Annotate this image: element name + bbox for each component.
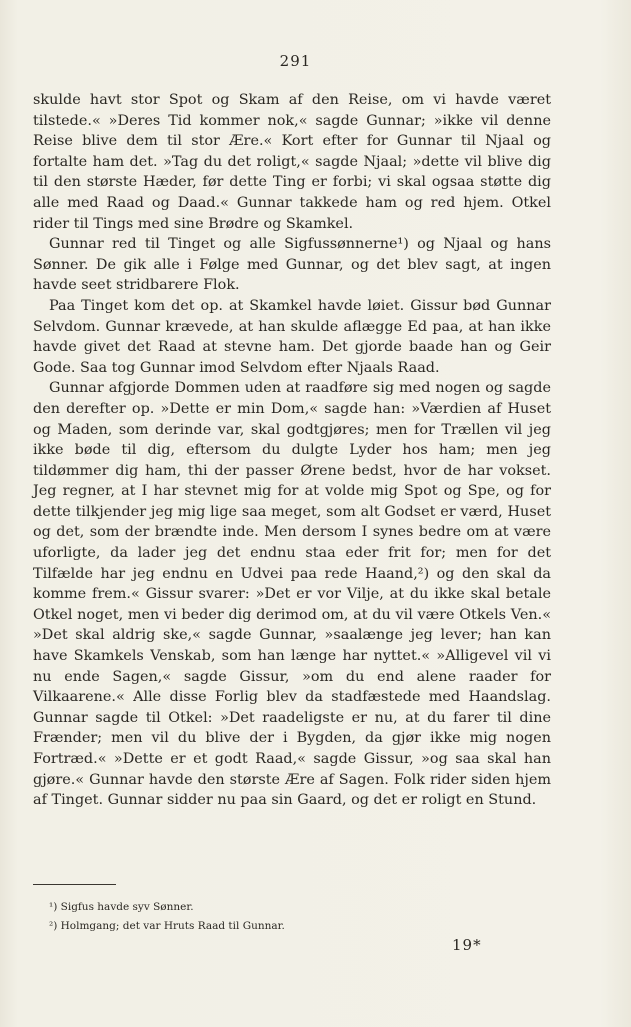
footnote-2: ²) Holmgang; det var Hruts Raad til Gunnar. xyxy=(49,919,285,932)
footnotes xyxy=(33,898,553,935)
page-number: 291 xyxy=(279,52,312,70)
signature-mark: 19* xyxy=(452,936,482,954)
paragraph-3: Paa Tinget kom det op. at Skamkel havde løiet. Gissur bød Gunnar Selvdom. Gunnar krævede, at han skulde aflægge Ed paa, at han ikke havde givet det Raad at stevne ham. Det gjorde baade han og Geir Gode. Saa tog Gunnar imod Selvdom efter Njaals Raad. xyxy=(33,297,551,376)
footnote-divider xyxy=(33,884,116,885)
paragraph-4: Gunnar afgjorde Dommen uden at raadføre sig med nogen og sagde den derefter op. »Dette er min Dom,« sagde han: »Værdien af Huset og Maden, som derinde var, skal godtgjøres; men for Trællen vil jeg ikke bøde til dig, eftersom du dulgte Lyder hos ham; men jeg tildømmer dig ham, thi der passer Ørene bedst, hvor de har vokset. Jeg regner, at I har stevnet mig for at volde mig Spot og Spe, og for dette tilkjender jeg mig lige saa meget, som alt Godset er værd, Huset og det, som der brændte inde. Men dersom I synes bedre om at være uforligte, da lader jeg det endnu staa eder frit for; men for det Tilfælde har jeg endnu en Udvei paa rede Haand,²) og den skal da komme frem.« Gissur svarer: »Det er vor Vilje, at du ikke skal betale Otkel noget, men vi beder dig derimod om, at du vil være Otkels Ven.« »Det skal aldrig ske,« sagde Gunnar, »saalænge jeg lever; han kan have Skamkels Venskab, som han længe har nyttet.« »Alligevel vil vi nu ende Sagen,« sagde Gissur, »om du end alene raader for Vilkaarene.« Alle disse Forlig blev da stadfæstede med Haandslag. Gunnar sagde til Otkel: »Det raadeligste er nu, at du farer til dine Frænder; men vil du blive der i Bygden, da gjør ikke mig nogen Fortræd.« »Dette er et godt Raad,« sagde Gissur, »og saa skal han gjøre.« Gunnar havde den største Ære af Sagen. Folk rider siden hjem af Tinget. Gunnar sidder nu paa sin Gaard, og det er roligt en Stund. xyxy=(33,380,551,809)
paragraph-1: skulde havt stor Spot og Skam af den Reise, om vi havde været tilstede.« »Deres Tid kommer nok,« sagde Gunnar; »ikke vil denne Reise blive dem til stor Ære.« Kort efter for Gunnar til Njaal og fortalte ham det. »Tag du det roligt,« sagde Njaal; »dette vil blive dig til den største Hæder, før dette Ting er forbi; vi skal ogsaa støtte dig alle med Raad og Daad.« Gunnar takkede ham og red hjem. Otkel rider til Tings med sine Brødre og Skamkel. xyxy=(33,92,551,232)
body-text xyxy=(33,90,551,811)
footnote-1: ¹) Sigfus havde syv Sønner. xyxy=(49,901,194,913)
paragraph-2: Gunnar red til Tinget og alle Sigfussønnerne¹) og Njaal og hans Sønner. De gik alle i Følge med Gunnar, og det blev sagt, at ingen havde seet stridbarere Flok. xyxy=(33,236,551,294)
